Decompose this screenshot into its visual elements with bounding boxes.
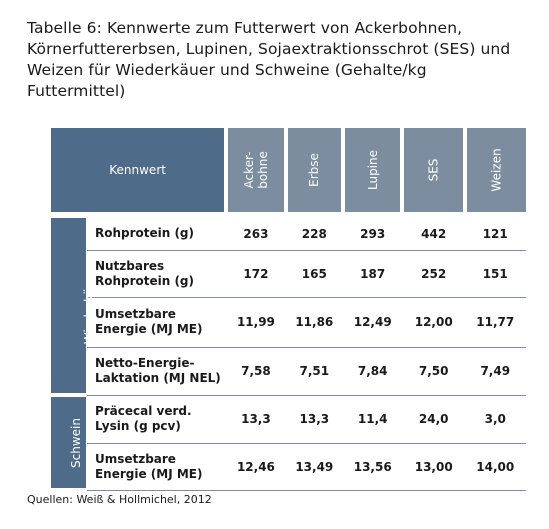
feed-value-table xyxy=(51,128,526,492)
table-row xyxy=(51,250,526,297)
cell-value: 293 xyxy=(343,218,402,250)
header-col-line2: bohne xyxy=(255,151,270,189)
cell-value: 13,3 xyxy=(226,395,285,443)
cell-value: 12,46 xyxy=(226,443,285,490)
table-row xyxy=(51,395,526,443)
table-row xyxy=(51,347,526,395)
header-kennwert: Kennwert xyxy=(51,128,226,212)
header-row xyxy=(51,128,526,212)
group-label-schwein: Schwein xyxy=(51,395,86,490)
cell-value: 7,84 xyxy=(343,347,402,395)
cell-value: 187 xyxy=(343,250,402,297)
header-col-weizen xyxy=(465,128,526,212)
cell-value: 7,49 xyxy=(465,347,526,395)
cell-value: 11,99 xyxy=(226,297,285,347)
header-col-erbse xyxy=(286,128,343,212)
table-row xyxy=(51,218,526,250)
header-col-line1: Acker- xyxy=(241,151,256,189)
cell-value: 12,00 xyxy=(402,297,465,347)
header-col-line1: Weizen xyxy=(489,148,504,192)
header-col-line1: Lupine xyxy=(365,149,380,191)
cell-value: 13,49 xyxy=(286,443,343,490)
cell-value: 13,00 xyxy=(402,443,465,490)
row-label: Präcecal verd. Lysin (g pcv) xyxy=(86,395,226,443)
header-col-line1: Erbse xyxy=(307,153,322,187)
cell-value: 12,49 xyxy=(343,297,402,347)
row-label: Rohprotein (g) xyxy=(86,218,226,250)
cell-value: 7,58 xyxy=(226,347,285,395)
cell-value: 24,0 xyxy=(402,395,465,443)
cell-value: 151 xyxy=(465,250,526,297)
source-note: Quellen: Weiß & Hollmichel, 2012 xyxy=(27,493,212,506)
cell-value: 13,56 xyxy=(343,443,402,490)
header-col-ses xyxy=(402,128,465,212)
cell-value: 165 xyxy=(286,250,343,297)
row-label: Umsetzbare Energie (MJ ME) xyxy=(86,443,226,490)
header-col-ackerbohne xyxy=(226,128,285,212)
cell-value: 228 xyxy=(286,218,343,250)
table-container xyxy=(51,128,526,492)
row-label: Umsetzbare Energie (MJ ME) xyxy=(86,297,226,347)
cell-value: 13,3 xyxy=(286,395,343,443)
cell-value: 14,00 xyxy=(465,443,526,490)
table-title: Tabelle 6: Kennwerte zum Futterwert von Ackerbohnen, Körnerfuttererbsen, Lupinen, Sojaextraktionsschrot (SES) und Weizen für Wiederkäuer und Schweine (Gehalte/kg Futtermittel) xyxy=(27,19,511,100)
header-col-line1: SES xyxy=(426,158,441,182)
row-label: Netto-Energie- Laktation (MJ NEL) xyxy=(86,347,226,395)
group-label-wiederkaeuer: Wiederkäuer xyxy=(51,218,86,395)
cell-value: 252 xyxy=(402,250,465,297)
cell-value: 442 xyxy=(402,218,465,250)
cell-value: 263 xyxy=(226,218,285,250)
cell-value: 172 xyxy=(226,250,285,297)
cell-value: 11,4 xyxy=(343,395,402,443)
header-col-lupine xyxy=(343,128,402,212)
cell-value: 121 xyxy=(465,218,526,250)
row-label: Nutzbares Rohprotein (g) xyxy=(86,250,226,297)
cell-value: 11,86 xyxy=(286,297,343,347)
table-row xyxy=(51,297,526,347)
cell-value: 3,0 xyxy=(465,395,526,443)
cell-value: 7,51 xyxy=(286,347,343,395)
table-row xyxy=(51,443,526,490)
cell-value: 7,50 xyxy=(402,347,465,395)
cell-value: 11,77 xyxy=(465,297,526,347)
